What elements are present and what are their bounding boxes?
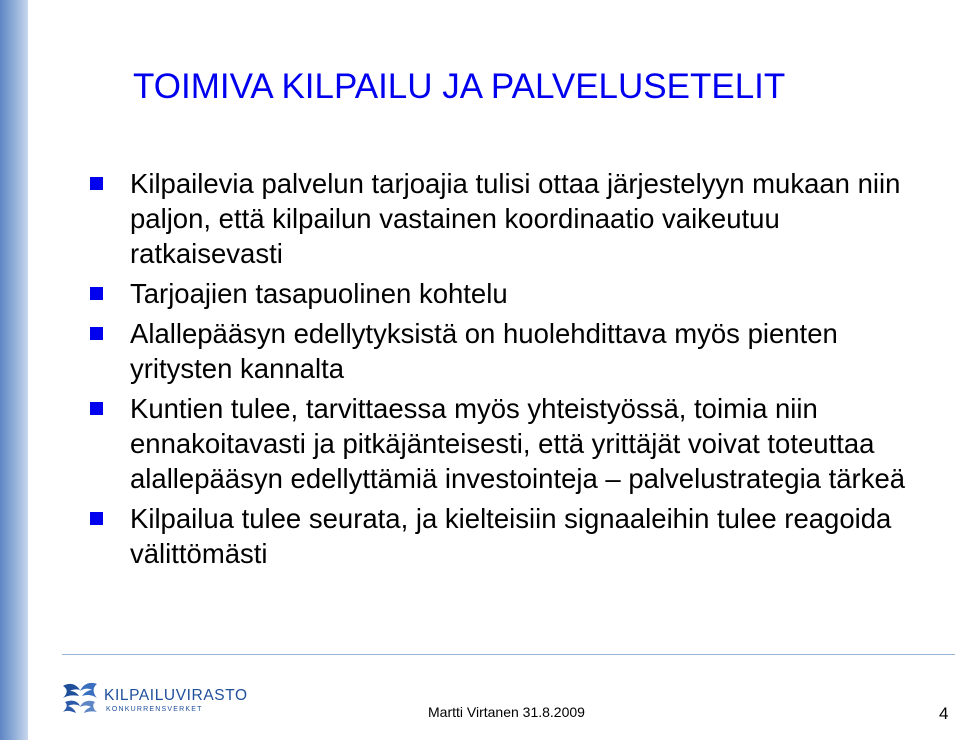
- footer-divider: [62, 654, 955, 655]
- bullet-text: Alallepääsyn edellytyksistä on huolehdittava myös pienten yritysten kannalta: [130, 318, 838, 384]
- bullet-text: Kilpailevia palvelun tarjoajia tulisi ottaa järjestelyyn mukaan niin paljon, että kilpailun vastainen koordinaatio vaikeutuu ratkaisevasti: [130, 168, 901, 269]
- square-bullet-icon: [90, 287, 103, 300]
- logo-subtitle: KONKURRENSVERKET: [106, 706, 203, 713]
- slide-title: TOIMIVA KILPAILU JA PALVELUSETELIT: [133, 67, 786, 106]
- bird-logo-icon: [60, 676, 100, 716]
- square-bullet-icon: [90, 402, 103, 415]
- side-accent-bar: [0, 0, 28, 740]
- kilpailuvirasto-logo: [60, 676, 260, 720]
- page-number: 4: [939, 704, 949, 723]
- logo-name: KILPAILUVIRASTO: [104, 687, 248, 704]
- footer-author-date: Martti Virtanen 31.8.2009: [428, 704, 585, 720]
- bullet-item: [90, 316, 920, 386]
- bullet-item: [90, 276, 920, 311]
- square-bullet-icon: [90, 327, 103, 340]
- bullet-list: [90, 166, 920, 576]
- bullet-text: Kilpailua tulee seurata, ja kielteisiin signaaleihin tulee reagoida välittömästi: [130, 503, 892, 569]
- bullet-item: [90, 391, 920, 496]
- bullet-text: Tarjoajien tasapuolinen kohtelu: [130, 278, 508, 309]
- bullet-text: Kuntien tulee, tarvittaessa myös yhteistyössä, toimia niin ennakoitavasti ja pitkäjänteisesti, että yrittäjät voivat toteuttaa alallepääsyn edellyttämiä investointeja – palvelustrategia tärkeä: [130, 393, 906, 494]
- bullet-item: [90, 501, 920, 571]
- square-bullet-icon: [90, 512, 103, 525]
- square-bullet-icon: [90, 177, 103, 190]
- bullet-item: [90, 166, 920, 271]
